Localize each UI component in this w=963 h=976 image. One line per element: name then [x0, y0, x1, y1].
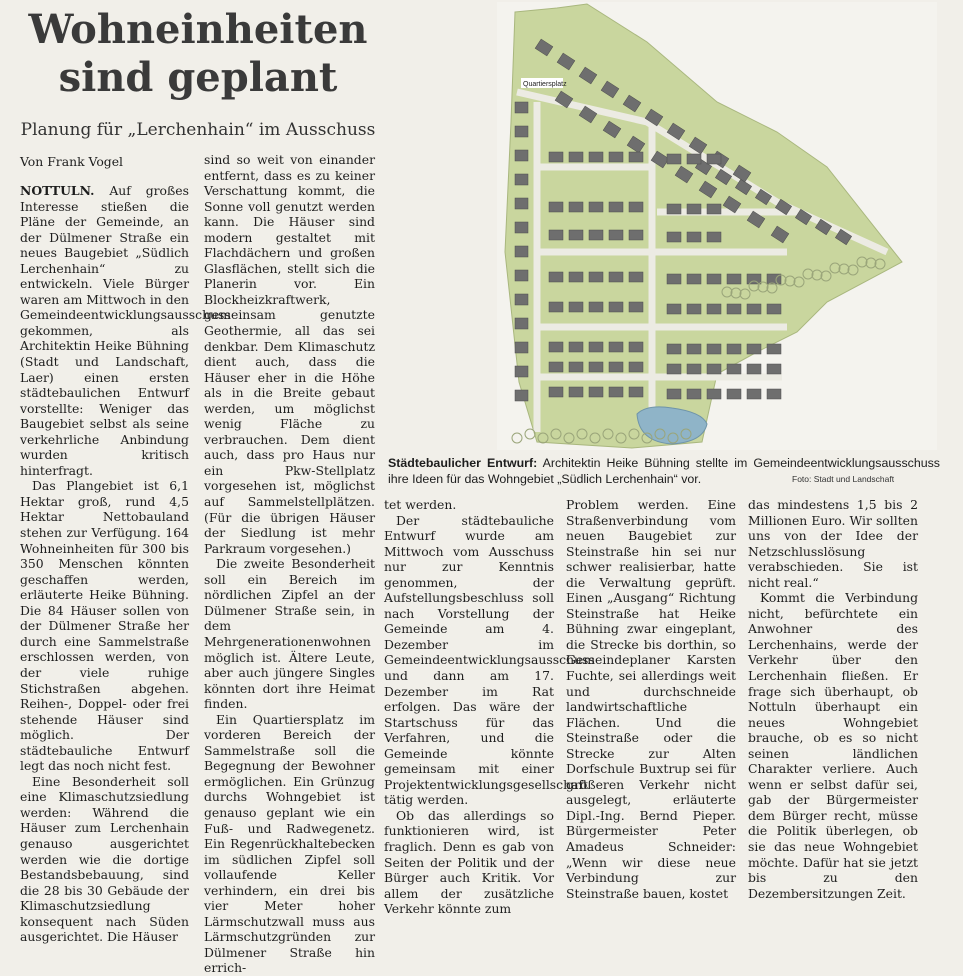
house	[515, 318, 528, 329]
tree	[525, 429, 535, 439]
house	[727, 304, 741, 314]
house	[569, 272, 583, 282]
house	[767, 364, 781, 374]
house	[629, 152, 643, 162]
house	[687, 389, 701, 399]
house	[549, 202, 563, 212]
article-column-5	[748, 497, 918, 901]
house	[687, 344, 701, 354]
subtitle: Planung für „Lerchenhain“ im Ausschuss	[20, 120, 376, 140]
house	[707, 204, 721, 214]
byline: Von Frank Vogel	[20, 154, 124, 169]
house	[609, 387, 623, 397]
house	[667, 304, 681, 314]
house	[687, 274, 701, 284]
house	[667, 344, 681, 354]
house	[629, 230, 643, 240]
house	[549, 387, 563, 397]
house	[569, 387, 583, 397]
house	[767, 344, 781, 354]
headline	[18, 6, 378, 102]
house	[727, 274, 741, 284]
house	[569, 362, 583, 372]
house	[687, 154, 701, 164]
house	[747, 304, 761, 314]
house	[727, 344, 741, 354]
house	[549, 302, 563, 312]
house	[549, 362, 563, 372]
paragraph: Problem werden. Eine Straßenverbindung vom neuen Baugebiet zur Steinstraße hin sei nur schwer realisierbar, hatte die Verwaltung geprüft. Einen „Ausgang“ Richtung Steinstraße hat Heike Bühning zwar eingeplant, die Strecke bis dorthin, so Gemeindeplaner Karsten Fuchte, sei allerdings weit und durchschneide landwirtschaftliche Flächen. Und die Steinstraße oder die Strecke zur Alten Dorfschule Buxtrup sei für größeren Verkehr nicht ausgelegt, erläuterte Dipl.-Ing. Bernd Pieper. Bürgermeister Peter Amadeus Schneider: „Wenn wir diese neue Verbindung zur Steinstraße bauen, kostet	[566, 497, 736, 901]
house	[687, 304, 701, 314]
house	[747, 344, 761, 354]
house	[747, 274, 761, 284]
paragraph: tet werden.	[384, 497, 457, 512]
house	[727, 389, 741, 399]
plan-label-quartiersplatz: Quartiersplatz	[523, 81, 567, 88]
house	[515, 390, 528, 401]
article-column-2	[204, 152, 375, 976]
photo-credit: Foto: Stadt und Landschaft	[792, 474, 895, 484]
house	[707, 304, 721, 314]
paragraph: Ein Quartiersplatz im vorderen Bereich der Sammelstraße soll die Begegnung der Bewohner ermöglichen. Ein Grünzug durchs Wohngebiet ist genauso geplant wie ein Fuß- und Radwegenetz. Ein Regenrückhaltebecken im südlichen Zipfel soll vollaufende Keller verhindern, ein drei bis vier Meter hoher Lärmschutzwall muss aus Lärmschutzgründen zur Dülmener Straße hin errich-	[204, 711, 375, 976]
house	[569, 230, 583, 240]
house	[515, 222, 528, 233]
paragraph: Eine Besonderheit soll eine Klimaschutzsiedlung werden: Während die Häuser zum Lerchenhain genauso ausgerichtet werden wie die dortige Bestandsbebauung, sind die 28 bis 30 Gebäude der Klimaschutzsiedlung konsequent nach Süden ausgerichtet. Die Häuser	[20, 773, 189, 945]
house	[609, 272, 623, 282]
paragraph-text: Auf großes Interesse stießen die Pläne der Gemeinde, an der Dülmener Straße ein neues Baugebiet „Südlich Lerchenhain“ zu entwickeln. Viele Bürger waren am Mittwoch in den Gemeindeentwicklungsausschuss gekommen, als Architektin Heike Bühning (Stadt und Landschaft, Laer) einen ersten städtebaulichen Entwurf vorstellte: Weniger das Baugebiet selbst als seine verkehrliche Anbindung wurden kritisch hinterfragt.	[20, 183, 231, 478]
paragraph: sind so weit von einander entfernt, dass es zu keiner Verschattung kommt, die Sonne voll genutzt werden kann. Die Häuser sind modern gestaltet mit Flachdächern und großen Glasflächen, stellt sich die Planerin vor. Ein Blockheizkraftwerk, gemeinsam genutzte Geothermie, all das sei denkbar. Dem Klimaschutz dient auch, dass die Häuser eher in die Höhe als in die Breite gebaut werden, um möglichst wenig Fläche zu verbrauchen. Dem dient auch, dass pro Haus nur ein Pkw-Stellplatz vorgesehen ist, möglichst auf Sammelstellplätzen. (Für die übrigen Häuser der Siedlung ist mehr Parkraum vorgesehen.)	[204, 152, 375, 556]
house	[609, 230, 623, 240]
house	[707, 274, 721, 284]
house	[569, 202, 583, 212]
house	[667, 204, 681, 214]
paragraph: Das Plangebiet ist 6,1 Hektar groß, rund 4,5 Hektar Nettobauland stehen zur Verfügung. 164 Wohneinheiten für 300 bis 350 Menschen könnten geschaffen werden, erläuterte Heike Bühning. Die 84 Häuser sollen von der Dülmener Straße her durch eine Sammelstraße erschlossen werden, von der viele ruhige Stichstraßen abgehen. Reihen-, Doppel- oder frei stehende Häuser sind möglich. Der städtebauliche Entwurf legt das noch nicht fest.	[20, 478, 189, 774]
house	[569, 302, 583, 312]
house	[687, 364, 701, 374]
house	[707, 389, 721, 399]
paragraph: Kommt die Verbindung nicht, befürchtete ein Anwohner des Lerchenhains, werde der Verkehr über den Lerchenhain fließen. Er frage sich überhaupt, ob Nottuln überhaupt ein neues Wohngebiet brauche, ob es so nicht seinen ländlichen Charakter verliere. Auch wenn er selbst dafür sei, gab der Bürgermeister dem Bürger recht, müsse die Politik überlegen, ob sie das neue Wohngebiet möchte. Dafür hat sie jetzt bis zu den Dezembersitzungen Zeit.	[748, 590, 918, 901]
house	[609, 342, 623, 352]
house	[747, 364, 761, 374]
house	[569, 152, 583, 162]
house	[515, 246, 528, 257]
house	[687, 232, 701, 242]
house	[667, 389, 681, 399]
house	[629, 342, 643, 352]
house	[767, 304, 781, 314]
paragraph: Der städtebauliche Entwurf wurde am Mittwoch vom Ausschuss nur zur Kenntnis genommen, der Aufstellungsbeschluss soll nach Vorstellung der Gemeinde am 4. Dezember im Gemeindeentwicklungsausschuss und dann am 17. Dezember im Rat erfolgen. Das wäre der Startschuss für das Verfahren, und die Gemeinde könnte gemeinsam mit einer Projektentwicklungsgesellschaft tätig werden.	[384, 512, 595, 808]
dateline: NOTTULN.	[20, 183, 95, 198]
caption-lead: Städtebaulicher Entwurf:	[388, 456, 538, 470]
house	[747, 389, 761, 399]
tree	[512, 433, 522, 443]
house	[667, 274, 681, 284]
house	[629, 202, 643, 212]
house	[589, 152, 603, 162]
headline-line-2: sind geplant	[58, 54, 338, 101]
house	[727, 364, 741, 374]
house	[609, 152, 623, 162]
house	[515, 366, 528, 377]
article-column-3	[384, 497, 595, 917]
house	[515, 150, 528, 161]
house	[589, 230, 603, 240]
house	[629, 362, 643, 372]
house	[667, 364, 681, 374]
house	[515, 174, 528, 185]
paragraph: Ob das allerdings so funktionieren wird, ist fraglich. Denn es gab von Seiten der Politik und der Bürger auch Kritik. Vor allem der zusätzliche Verkehr könnte zum	[384, 807, 554, 917]
house	[707, 232, 721, 242]
house	[589, 272, 603, 282]
house	[767, 389, 781, 399]
house	[549, 230, 563, 240]
house	[515, 126, 528, 137]
house	[707, 154, 721, 164]
plan-area	[505, 4, 902, 448]
paragraph	[20, 183, 231, 478]
headline-line-1: Wohneinheiten	[28, 6, 368, 53]
house	[549, 342, 563, 352]
house	[629, 272, 643, 282]
house	[667, 232, 681, 242]
house	[707, 344, 721, 354]
house	[515, 102, 528, 113]
article-column-4	[566, 497, 736, 901]
caption-text: Architektin Heike Bühning stellte im Gemeindeentwicklungsausschuss ihre Ideen für das Wohngebiet „Südlich Lerchenhain“ vor.	[388, 456, 941, 486]
house	[589, 202, 603, 212]
house	[609, 202, 623, 212]
house	[515, 270, 528, 281]
site-plan-drawing	[497, 2, 937, 450]
house	[515, 198, 528, 209]
site-plan-figure	[497, 2, 937, 450]
house	[515, 342, 528, 353]
house	[589, 362, 603, 372]
house	[569, 342, 583, 352]
house	[549, 272, 563, 282]
house	[515, 294, 528, 305]
house	[667, 154, 681, 164]
house	[629, 302, 643, 312]
article-column-1	[20, 183, 231, 945]
house	[589, 387, 603, 397]
house	[629, 387, 643, 397]
house	[707, 364, 721, 374]
house	[589, 342, 603, 352]
house	[589, 302, 603, 312]
house	[687, 204, 701, 214]
paragraph: das mindestens 1,5 bis 2 Millionen Euro. Wir sollten uns von der Idee der Netzschlusslösung verabschieden. Sie ist nicht real.“	[748, 497, 918, 590]
house	[549, 152, 563, 162]
house	[609, 302, 623, 312]
paragraph: Die zweite Besonderheit soll ein Bereich im nördlichen Zipfel an der Dülmener Straße sein, in dem Mehrgenerationenwohnen möglich ist. Ältere Leute, aber auch jüngere Singles könnten dort ihre Heimat finden.	[204, 556, 375, 712]
house	[609, 362, 623, 372]
